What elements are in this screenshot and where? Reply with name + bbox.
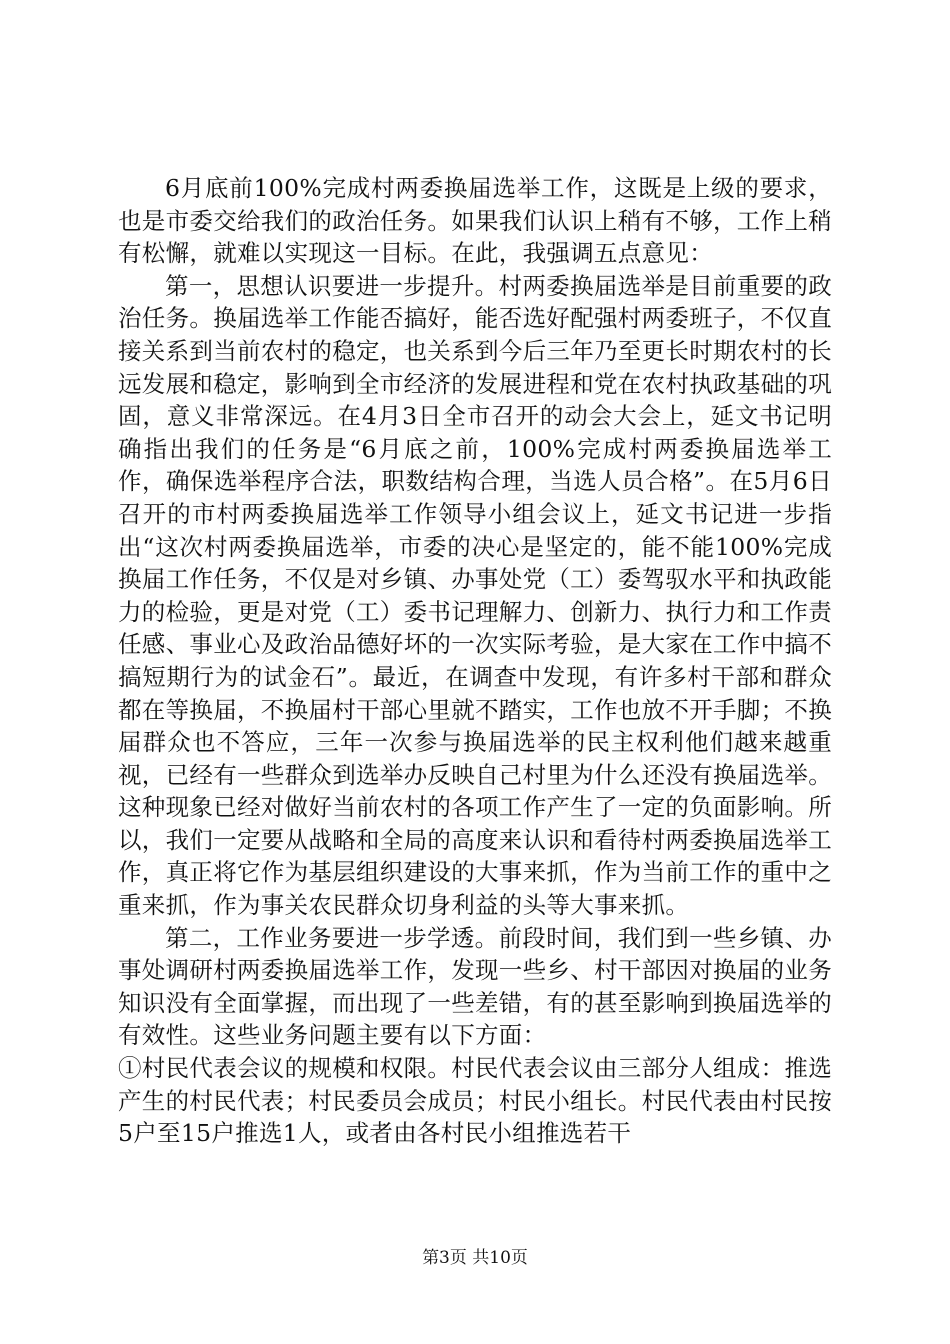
paragraph-intro: 6月底前100%完成村两委换届选举工作，这既是上级的要求，也是市委交给我们的政治任务。如果我们认识上稍有不够，工作上稍有松懈，就难以实现这一目标。在此，我强调五点意见： <box>118 174 832 268</box>
document-body <box>118 172 832 1150</box>
paragraph-point-one: 第一，思想认识要进一步提升。村两委换届选举是目前重要的政治任务。换届选举工作能否搞好，能否选好配强村两委班子，不仅直接关系到当前农村的稳定，也关系到今后三年乃至更长时期农村的长远发展和稳定，影响到全市经济的发展进程和党在农村执政基础的巩固，意义非常深远。在4月3日全市召开的动会大会上，延文书记明确指出我们的任务是“6月底之前，100%完成村两委换届选举工作，确保选举程序合法，职数结构合理，当选人员合格”。在5月6日召开的市村两委换届选举工作领导小组会议上，延文书记进一步指出“这次村两委换届选举，市委的决心是坚定的，能不能100%完成换届工作任务，不仅是对乡镇、办事处党（工）委驾驭水平和执政能力的检验，更是对党（工）委书记理解力、创新力、执行力和工作责任感、事业心及政治品德好坏的一次实际考验，是大家在工作中搞不搞短期行为的试金石”。最近，在调查中发现，有许多村干部和群众都在等换届，不换届村干部心里就不踏实，工作也放不开手脚；不换届群众也不答应，三年一次参与换届选举的民主权利他们越来越重视，已经有一些群众到选举办反映自己村里为什么还没有换届选举。这种现象已经对做好当前农村的各项工作产生了一定的负面影响。所以，我们一定要从战略和全局的高度来认识和看待村两委换届选举工作，真正将它作为基层组织建设的大事来抓，作为当前工作的重中之重来抓，作为事关农民群众切身利益的头等大事来抓。 <box>118 271 832 920</box>
paragraph-item-one: ①村民代表会议的规模和权限。村民代表会议由三部分人组成：推选产生的村民代表；村民委员会成员；村民小组长。村民代表由村民按5户至15户推选1人，或者由各村民小组推选若干 <box>118 1054 832 1148</box>
paragraph-point-two: 第二，工作业务要进一步学透。前段时间，我们到一些乡镇、办事处调研村两委换届选举工作，发现一些乡、村干部因对换届的业务知识没有全面掌握，而出现了一些差错，有的甚至影响到换届选举的有效性。这些业务问题主要有以下方面： <box>118 923 832 1050</box>
page-footer: 第3页 共10页 <box>422 1248 528 1268</box>
